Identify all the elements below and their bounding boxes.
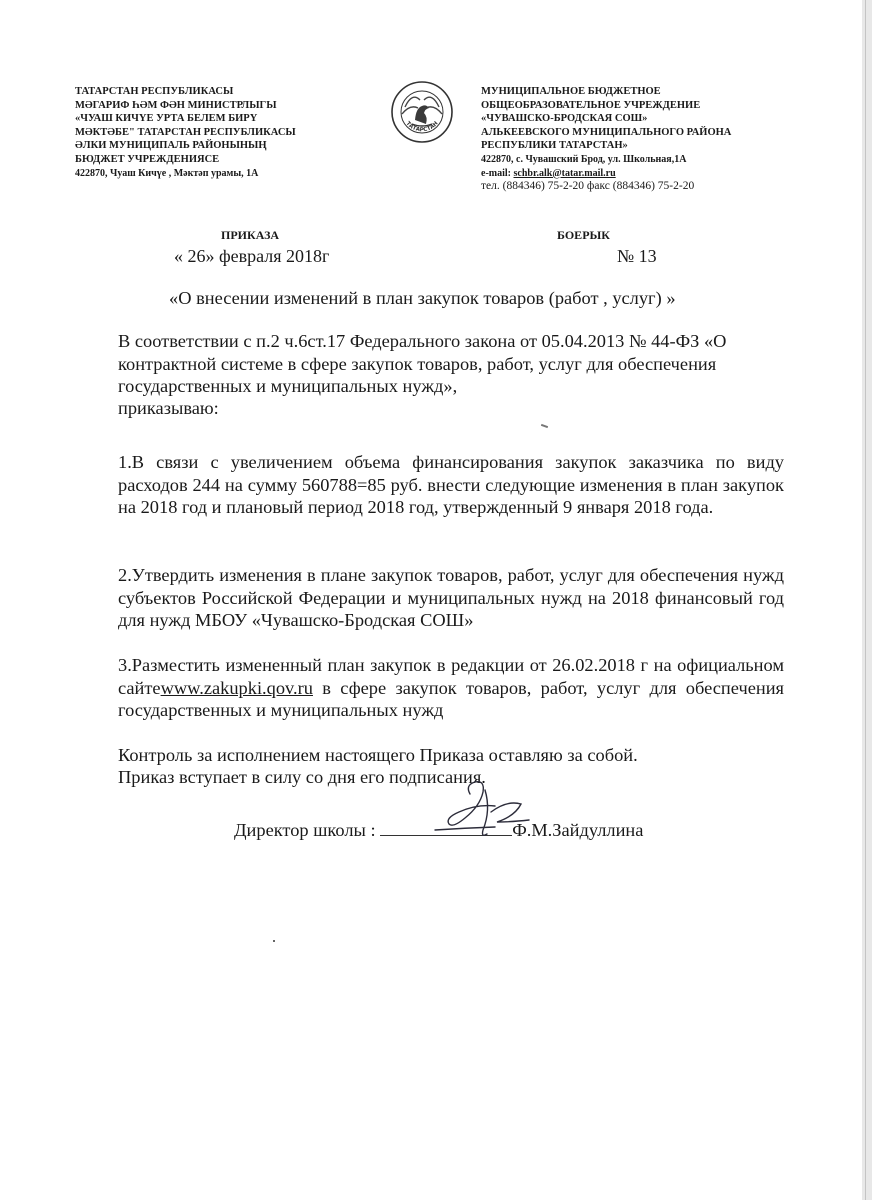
control-statement: Контроль за исполнением настоящего Приказа оставляю за собой. bbox=[118, 745, 638, 765]
order-item-3 bbox=[118, 654, 784, 722]
header-right-line: РЕСПУБЛИКИ ТАТАРСТАН» bbox=[481, 140, 628, 152]
tatarstan-emblem-icon bbox=[390, 80, 454, 144]
order-item-1: 1.В связи с увеличением объема финансирования закупок заказчика по виду расходов 244 на сумму 560788=85 руб. внести следующие изменения в план закупок на 2018 год и плановый период 2018 год, утвержденный 9 января 2018 года. bbox=[118, 452, 784, 517]
email-link[interactable]: schbr.alk@tatar.mail.ru bbox=[513, 167, 616, 179]
scan-page-edge bbox=[862, 0, 872, 1200]
item-3-text-after: в сфере закупок товаров, работ, услуг для обеспечения государственных и муниципальных нужд bbox=[118, 677, 784, 720]
header-left-block bbox=[75, 85, 296, 180]
scan-speck bbox=[541, 424, 548, 428]
signature-name: Ф.М.Зайдуллина bbox=[512, 820, 644, 840]
item-3-text-before: 3.Разместить измененный план закупок в редакции от 26.02.2018 г на официальном сайте bbox=[118, 655, 784, 698]
email-label: e-mail: bbox=[481, 167, 514, 179]
order-item-2: 2.Утвердить изменения в плане закупок товаров, работ, услуг для обеспечения нужд субъектов Российской Федерации и муниципальных нужд на 2018 финансовый год для нужд МБОУ «Чувашско-Бродская СОШ» bbox=[118, 565, 784, 630]
effective-statement: Приказ вступает в силу со дня его подписания. bbox=[118, 767, 486, 787]
svg-text:ТАТАРСТАН: ТАТАРСТАН bbox=[404, 120, 440, 134]
signature-role: Директор школы : bbox=[234, 820, 381, 840]
header-right-line: МУНИЦИПАЛЬНОЕ БЮДЖЕТНОЕ bbox=[481, 86, 661, 97]
header-right-line: ОБЩЕОБРАЗОВАТЕЛЬНОЕ УЧРЕЖДЕНИЕ bbox=[481, 99, 701, 111]
order-number: № 13 bbox=[617, 246, 657, 266]
handwritten-signature bbox=[425, 770, 535, 850]
header-left-line: ӘЛКИ МУНИЦИПАЛЬ РАЙОНЫНЫҢ bbox=[75, 140, 267, 152]
header-right-line: АЛЬКЕЕВСКОГО МУНИЦИПАЛЬНОГО РАЙОНА bbox=[481, 126, 732, 138]
header-right-block bbox=[481, 85, 731, 194]
header-left-line: МӘГАРИФ ҺӘМ ФӘН МИНИСТРЛЫГЫ bbox=[75, 99, 277, 111]
order-title-tt: БОЕРЫК bbox=[557, 228, 611, 242]
header-left-line: БЮДЖЕТ УЧРЕЖДЕНИЯСЕ bbox=[75, 153, 220, 165]
header-right-address: 422870, с. Чувашский Брод, ул. Школьная,1А bbox=[481, 153, 687, 165]
order-subject: «О внесении изменений в план закупок товаров (работ , услуг) » bbox=[169, 288, 676, 308]
order-title-ru: ПРИКАЗА bbox=[221, 228, 280, 242]
header-left-line: ТАТАРСТАН РЕСПУБЛИКАСЫ bbox=[75, 86, 234, 97]
header-left-address: 422870, Чуаш Кичүе , Мәктәп урамы, 1А bbox=[75, 167, 259, 179]
header-phone-line: тел. (884346) 75-2-20 факс (884346) 75-2-20 bbox=[481, 180, 695, 193]
preamble-paragraph: В соответствии с п.2 ч.6ст.17 Федерального закона от 05.04.2013 № 44-ФЗ «О контрактной системе в сфере закупок товаров, работ, услуг для обеспечения государственных и муниципальных нужд», bbox=[118, 331, 727, 396]
scan-speck bbox=[273, 940, 275, 942]
header-left-line: «ЧУАШ КИЧҮЕ УРТА БЕЛЕМ БИРҮ bbox=[75, 113, 258, 125]
header-email-line bbox=[481, 167, 731, 181]
order-date: « 26» февраля 2018г bbox=[174, 246, 330, 266]
order-word: приказываю: bbox=[118, 398, 219, 418]
header-left-line: МӘКТӘБЕ" ТАТАРСТАН РЕСПУБЛИКАСЫ bbox=[75, 126, 296, 138]
zakupki-link[interactable]: www.zakupki.qov.ru bbox=[160, 677, 313, 698]
header-right-line: «ЧУВАШСКО-БРОДСКАЯ СОШ» bbox=[481, 113, 648, 125]
